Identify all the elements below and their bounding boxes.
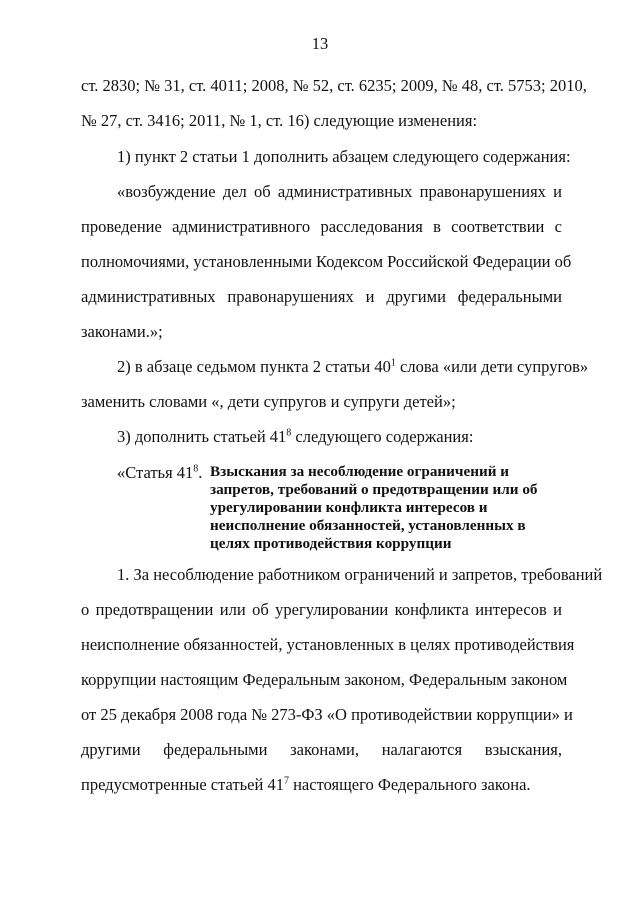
item-1-quote-line-3: полномочиями, установленными Кодексом Российской Федерации об <box>81 252 572 271</box>
page-number: 13 <box>311 34 329 53</box>
article-title-line: запретов, требований о предотвращении или об <box>210 481 538 498</box>
para-1-line-4: коррупции настоящим Федеральным законом, Федеральным законом <box>81 670 568 689</box>
superscript: 7 <box>283 775 289 787</box>
superscript: 8 <box>286 427 292 439</box>
intro-line-2: № 27, ст. 3416; 2011, № 1, ст. 16) следующие изменения: <box>81 111 478 130</box>
para-1-text-a: предусмотренные статьей 41 <box>81 775 284 794</box>
item-1-heading: 1) пункт 2 статьи 1 дополнить абзацем следующего содержания: <box>117 147 571 166</box>
item-1-quote-line-4: административных правонарушениях и другими федеральными <box>81 287 562 306</box>
para-1-line-2: о предотвращении или об урегулировании конфликта интересов и <box>81 600 562 619</box>
para-1-line-3: неисполнение обязанностей, установленных в целях противодействия <box>81 635 575 654</box>
article-label <box>117 463 202 483</box>
article-label-dot: . <box>198 463 203 482</box>
item-1-quote-line-1: «возбуждение дел об административных правонарушениях и <box>117 182 562 201</box>
article-label-text: «Статья 41 <box>117 463 194 482</box>
para-1-line-6: другими федеральными законами, налагаются взыскания, <box>81 740 562 759</box>
superscript: 1 <box>390 357 396 369</box>
item-2-line-1 <box>117 357 589 377</box>
intro-line-1: ст. 2830; № 31, ст. 4011; 2008, № 52, ст. 6235; 2009, № 48, ст. 5753; 2010, <box>81 76 587 95</box>
article-title-line: целях противодействия коррупции <box>210 535 452 552</box>
article-title-line: Взыскания за несоблюдение ограничений и <box>210 463 510 480</box>
superscript: 8 <box>193 463 199 475</box>
item-2-text-a: 2) в абзаце седьмом пункта 2 статьи 40 <box>117 357 391 376</box>
item-3-text-b: следующего содержания: <box>291 427 474 446</box>
item-2-text-b: слова «или дети супругов» <box>395 357 589 376</box>
item-2-line-2: заменить словами «, дети супругов и супруги детей»; <box>81 392 456 411</box>
article-title <box>210 463 562 553</box>
item-1-quote-line-5: законами.»; <box>81 322 163 341</box>
item-3-text-a: 3) дополнить статьей 41 <box>117 427 287 446</box>
para-1-line-5: от 25 декабря 2008 года № 273-ФЗ «О противодействии коррупции» и <box>81 705 573 724</box>
item-1-quote-line-2: проведение административного расследования в соответствии с <box>81 217 562 236</box>
item-3-line <box>117 427 562 447</box>
para-1-text-b: настоящего Федерального закона. <box>288 775 531 794</box>
para-1-line-7 <box>81 775 562 795</box>
article-title-line: неисполнение обязанностей, установленных в <box>210 517 526 534</box>
para-1-line-1: 1. За несоблюдение работником ограничений и запретов, требований <box>117 565 603 584</box>
article-title-line: урегулировании конфликта интересов и <box>210 499 488 516</box>
